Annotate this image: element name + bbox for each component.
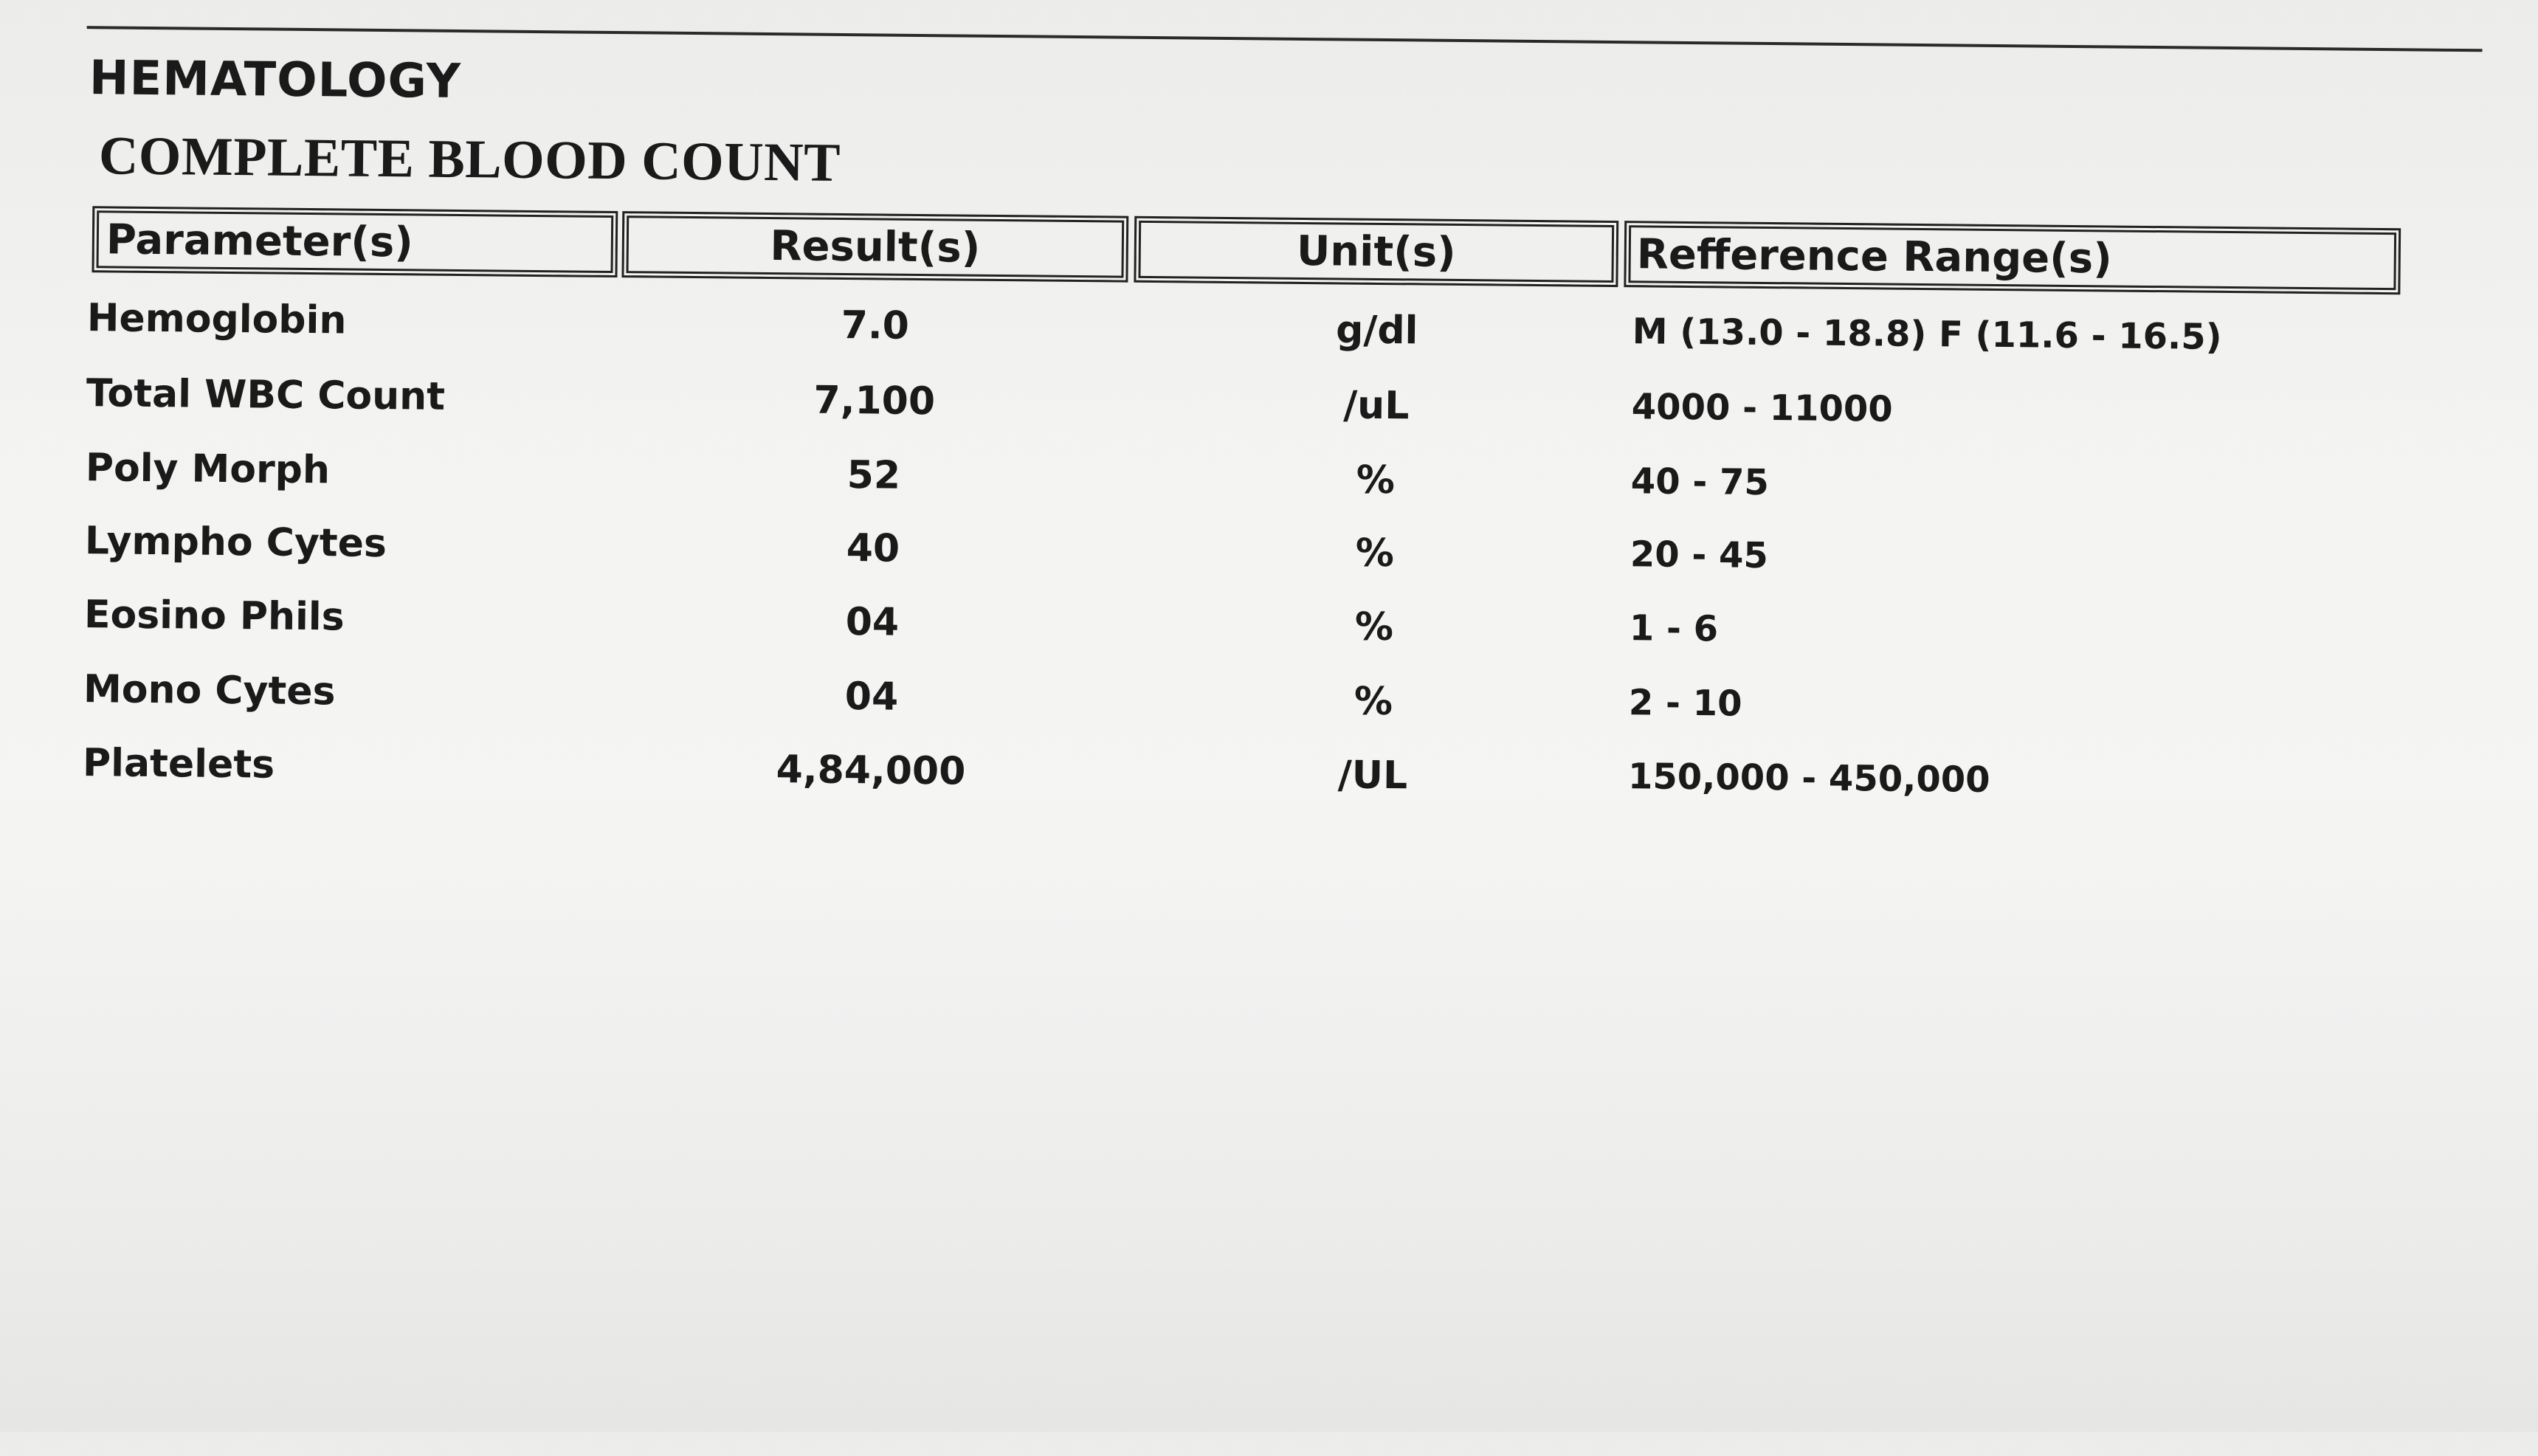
- range-cell: 40 - 75: [1630, 460, 1770, 504]
- parameter-cell: Platelets: [82, 741, 275, 787]
- table-row-total-wbc: [0, 370, 2534, 446]
- top-divider: [87, 26, 2483, 52]
- result-cell: 7,100: [813, 378, 936, 424]
- result-cell: 04: [844, 674, 899, 720]
- unit-cell: %: [1354, 679, 1393, 725]
- result-cell: 04: [845, 600, 900, 645]
- parameter-cell: Lympho Cytes: [84, 519, 387, 567]
- range-cell: M (13.0 - 18.8) F (11.6 - 16.5): [1632, 311, 2222, 358]
- parameter-cell: Poly Morph: [85, 446, 331, 493]
- section-title: HEMATOLOGY: [89, 51, 462, 110]
- unit-cell: %: [1354, 604, 1394, 650]
- range-cell: 20 - 45: [1630, 534, 1769, 577]
- range-cell: 2 - 10: [1628, 682, 1742, 725]
- result-cell: 40: [846, 526, 900, 571]
- table-row-eosino-phils: [0, 592, 2532, 668]
- result-cell: 52: [846, 453, 901, 498]
- result-cell: 7.0: [841, 303, 910, 348]
- unit-cell: %: [1355, 531, 1395, 576]
- header-reference-range: Refference Range(s): [1624, 221, 2401, 294]
- parameter-cell: Mono Cytes: [83, 667, 336, 714]
- unit-cell: /UL: [1337, 753, 1408, 798]
- header-parameter: Parameter(s): [92, 206, 618, 277]
- table-row-poly-morph: [0, 445, 2534, 521]
- header-unit: Unit(s): [1134, 216, 1618, 287]
- report-title: COMPLETE BLOOD COUNT: [98, 125, 841, 193]
- unit-cell: %: [1356, 458, 1396, 503]
- result-cell: 4,84,000: [776, 748, 966, 794]
- range-cell: 150,000 - 450,000: [1627, 756, 1990, 801]
- table-row-hemoglobin: [0, 295, 2535, 371]
- table-row-mono-cytes: [0, 666, 2531, 742]
- table-row-platelets: [0, 740, 2531, 816]
- parameter-cell: Eosino Phils: [83, 593, 345, 640]
- header-result: Result(s): [621, 211, 1128, 283]
- range-cell: 4000 - 11000: [1631, 386, 1894, 430]
- range-cell: 1 - 6: [1629, 607, 1719, 650]
- unit-cell: /uL: [1342, 383, 1410, 429]
- parameter-cell: Total WBC Count: [86, 371, 446, 419]
- table-row-lympho-cytes: [0, 518, 2533, 594]
- unit-cell: g/dl: [1335, 308, 1418, 353]
- parameter-cell: Hemoglobin: [86, 296, 347, 343]
